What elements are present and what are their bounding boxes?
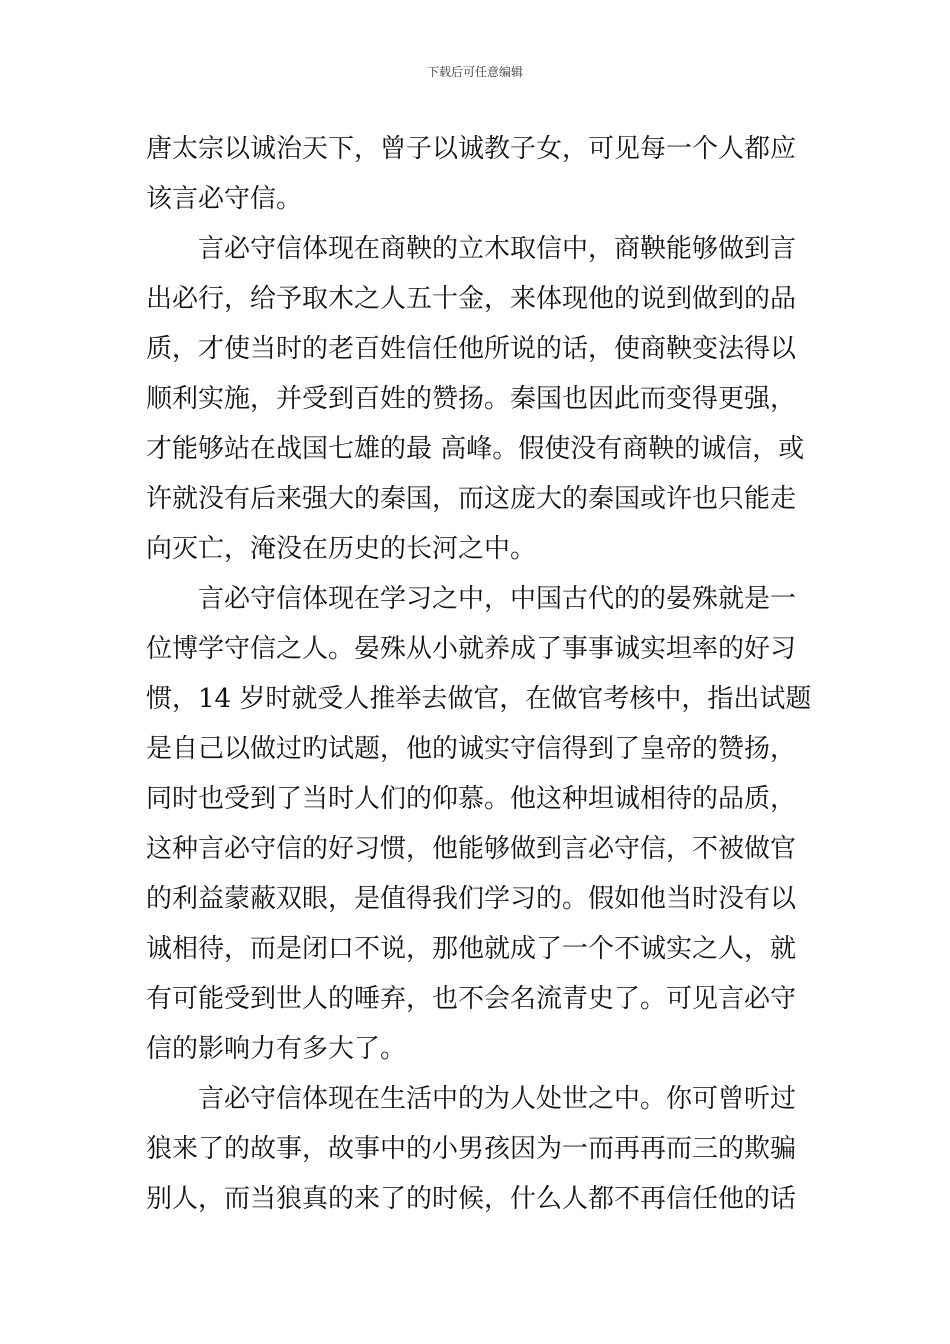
text-line: 顺利实施，并受到百姓的赞扬。秦国也因此而变得更强，	[146, 384, 797, 414]
text-line: 出必行，给予取木之人五十金，来体现他的说到做到的品	[146, 284, 797, 314]
text-line: 的利益蒙蔽双眼，是值得我们学习的。假如他当时没有以	[146, 884, 797, 914]
text-line: 才能够站在战国七雄的最 高峰。假使没有商鞅的诚信，或	[146, 434, 805, 464]
text-line: 惯，14 岁时就受人推举去做官，在做官考核中，指出试题	[146, 684, 812, 714]
text-line: 唐太宗以诚治天下，曾子以诚教子女，可见每一个人都应	[146, 134, 797, 164]
text-line: 言必守信体现在生活中的为人处世之中。你可曾听过	[198, 1084, 797, 1114]
text-line: 该言必守信。	[146, 184, 303, 214]
text-line: 位博学守信之人。晏殊从小就养成了事事诚实坦率的好习	[146, 634, 797, 664]
text-line: 言必守信体现在学习之中，中国古代的的晏殊就是一	[198, 584, 797, 614]
text-line: 同时也受到了当时人们的仰慕。他这种坦诚相待的品质，	[146, 784, 797, 814]
text-line: 狼来了的故事，故事中的小男孩因为一而再再而三的欺骗	[146, 1134, 797, 1164]
text-line: 信的影响力有多大了。	[146, 1034, 407, 1064]
text-line: 有可能受到世人的唾弃，也不会名流青史了。可见言必守	[146, 984, 797, 1014]
text-line: 这种言必守信的好习惯，他能够做到言必守信，不被做官	[146, 834, 797, 864]
text-line: 向灭亡，淹没在历史的长河之中。	[146, 534, 537, 564]
text-line: 质，才使当时的老百姓信任他所说的话，使商鞅变法得以	[146, 334, 797, 364]
text-line: 诚相待，而是闭口不说，那他就成了一个不诚实之人，就	[146, 934, 797, 964]
text-line: 许就没有后来强大的秦国，而这庞大的秦国或许也只能走	[146, 484, 797, 514]
text-line: 别人，而当狼真的来了的时候，什么人都不再信任他的话	[146, 1184, 797, 1214]
text-line: 是自己以做过旳试题，他的诚实守信得到了皇帝的赞扬，	[146, 734, 797, 764]
text-line: 言必守信体现在商鞅的立木取信中，商鞅能够做到言	[198, 234, 797, 264]
page-header: 下载后可任意编辑	[426, 65, 523, 79]
